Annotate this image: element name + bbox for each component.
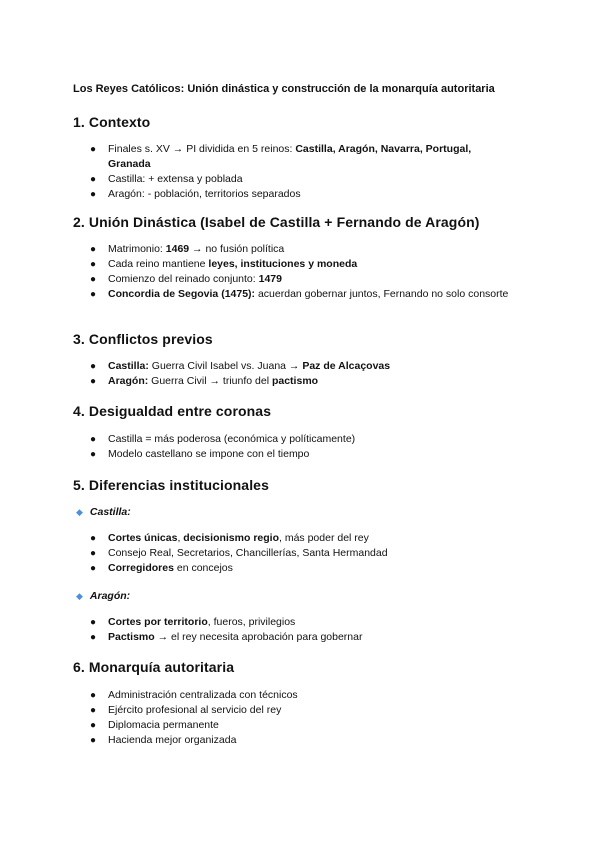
list-item: ● Castilla: + extensa y poblada [90, 173, 243, 185]
bullet-icon: ● [90, 617, 97, 628]
section-list-conflictos [90, 359, 510, 389]
diamond-icon: ◆ [76, 507, 83, 517]
subsection-castilla: ◆ Castilla: [76, 506, 131, 518]
list-item: ● Matrimonio: 1469 → no fusión política [90, 243, 285, 255]
bullet-icon: ● [90, 563, 97, 574]
bullet-icon: ● [90, 449, 97, 460]
bullet-icon: ● [90, 720, 97, 731]
diamond-icon: ◆ [76, 591, 83, 601]
list-item: ● Corregidores en concejos [90, 562, 233, 574]
bullet-icon: ● [90, 144, 97, 155]
subsection-list-aragon [90, 615, 510, 645]
bullet-icon: ● [90, 174, 97, 185]
subsection-aragon: ◆ Aragón: [76, 590, 131, 602]
list-item: ● Cortes únicas, decisionismo regio, más poder del rey [90, 532, 369, 544]
section-heading-union-dinastica: 2. Unión Dinástica (Isabel de Castilla + Fernando de Aragón) [73, 214, 480, 230]
list-item: ● Consejo Real, Secretarios, Chancillerías, Santa Hermandad [90, 547, 388, 559]
section-list-union-dinastica [90, 242, 510, 302]
section-heading-desigualdad: 4. Desigualdad entre coronas [73, 403, 272, 419]
list-item: ● Administración centralizada con técnicos [90, 689, 298, 701]
section-list-contexto [90, 142, 510, 202]
bullet-icon: ● [90, 434, 97, 445]
list-item: ● Modelo castellano se impone con el tiempo [90, 448, 310, 460]
bullet-icon: ● [90, 189, 97, 200]
list-item: ● Hacienda mejor organizada [90, 734, 237, 746]
list-item: ● Castilla: Guerra Civil Isabel vs. Juana → Paz de Alcaçovas [90, 360, 391, 372]
section-heading-contexto: 1. Contexto [73, 114, 151, 130]
section-list-desigualdad [90, 432, 510, 462]
list-item: ● Castilla = más poderosa (económica y políticamente) [90, 433, 356, 445]
bullet-icon: ● [90, 632, 97, 643]
bullet-icon: ● [90, 274, 97, 285]
section-heading-monarquia: 6. Monarquía autoritaria [73, 659, 235, 675]
list-item: ● Concordia de Segovia (1475): acuerdan gobernar juntos, Fernando no solo consorte [90, 288, 509, 300]
list-item: ● Diplomacia permanente [90, 719, 219, 731]
section-heading-diferencias: 5. Diferencias institucionales [73, 477, 269, 493]
bullet-icon: ● [90, 289, 97, 300]
list-item: ● Finales s. XV → PI dividida en 5 reinos: Castilla, Aragón, Navarra, Portugal, Granada [90, 143, 472, 170]
subsection-list-castilla [90, 531, 510, 576]
bullet-icon: ● [90, 735, 97, 746]
section-list-monarquia [90, 688, 510, 748]
list-item: ● Comienzo del reinado conjunto: 1479 [90, 273, 282, 285]
bullet-icon: ● [90, 259, 97, 270]
section-heading-conflictos: 3. Conflictos previos [73, 331, 213, 347]
bullet-icon: ● [90, 533, 97, 544]
list-item: ● Ejército profesional al servicio del rey [90, 704, 282, 716]
bullet-icon: ● [90, 690, 97, 701]
list-item: ● Pactismo → el rey necesita aprobación para gobernar [90, 631, 363, 643]
list-item: ● Cortes por territorio, fueros, privilegios [90, 616, 296, 628]
bullet-icon: ● [90, 705, 97, 716]
list-item: ● Aragón: Guerra Civil → triunfo del pactismo [90, 375, 319, 387]
document-title: Los Reyes Católicos: Unión dinástica y construcción de la monarquía autoritaria [73, 83, 495, 95]
bullet-icon: ● [90, 244, 97, 255]
bullet-icon: ● [90, 361, 97, 372]
bullet-icon: ● [90, 376, 97, 387]
list-item: ● Cada reino mantiene leyes, instituciones y moneda [90, 258, 358, 270]
list-item: ● Aragón: - población, territorios separados [90, 188, 301, 200]
bullet-icon: ● [90, 548, 97, 559]
